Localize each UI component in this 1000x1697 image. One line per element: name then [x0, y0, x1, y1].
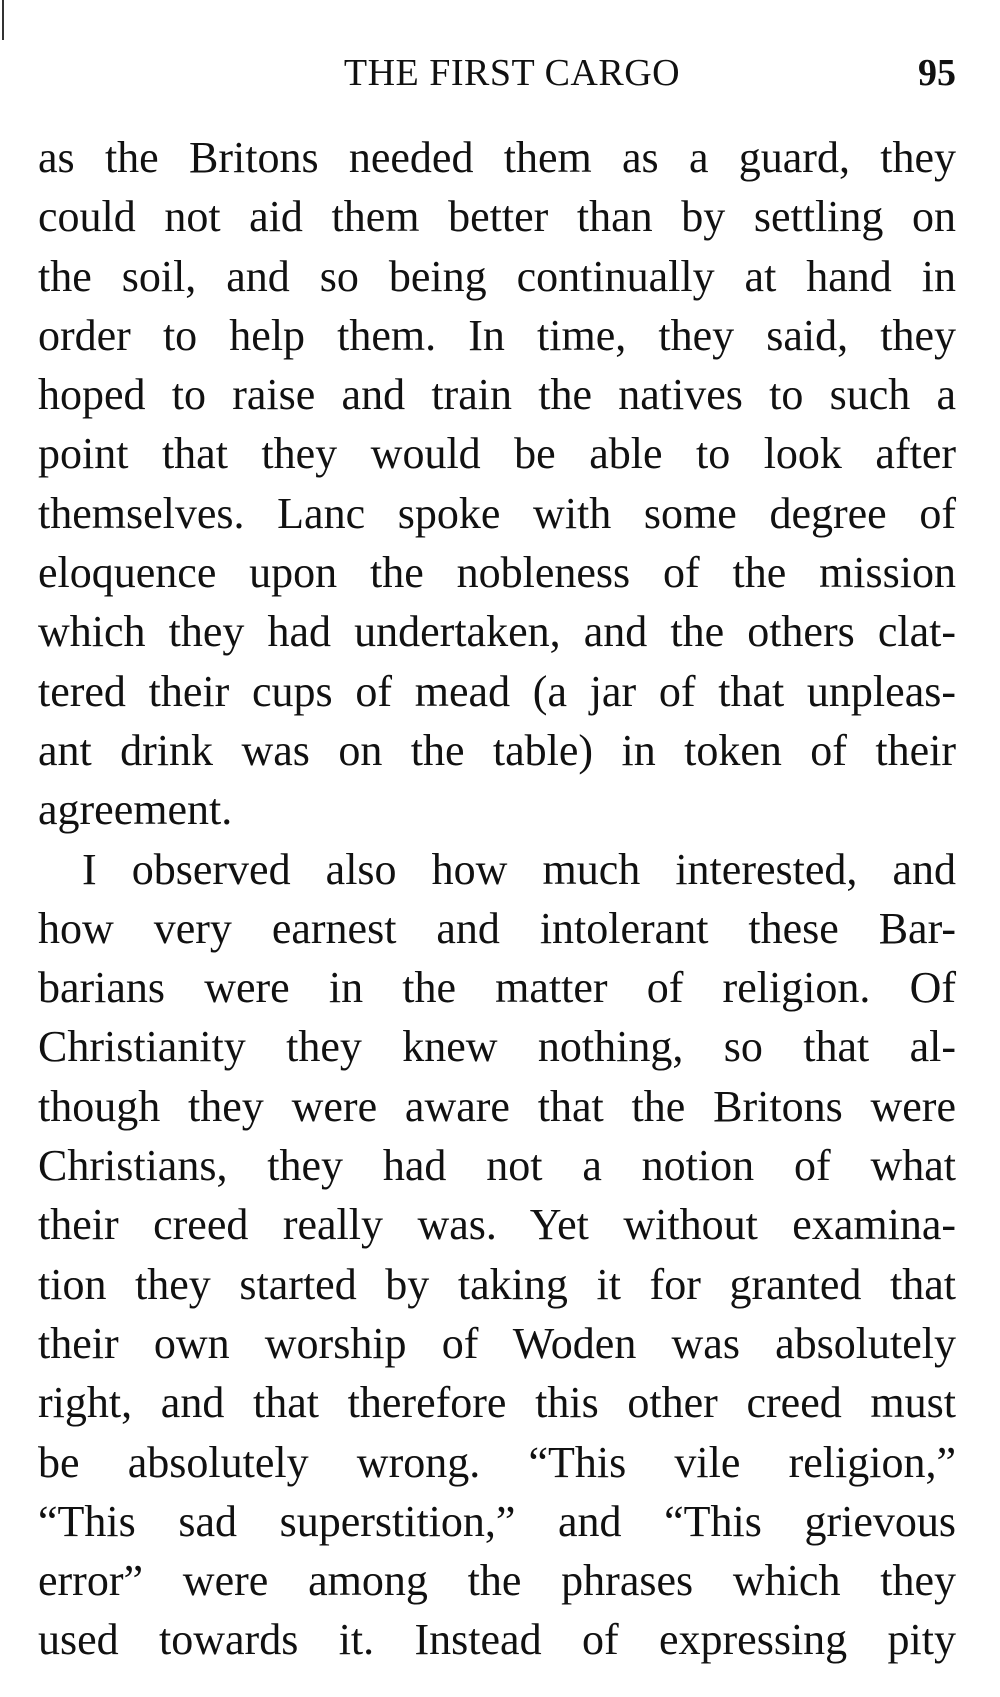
text-line: the soil, and so being continually at hand in — [38, 251, 956, 301]
scan-margin-mark — [2, 0, 4, 40]
text-line: right, and that therefore this other creed must — [38, 1378, 956, 1428]
text-line: as the Britons needed them as a guard, they — [38, 133, 956, 182]
text-line: error” were among the phrases which they — [38, 1556, 956, 1606]
text-line: used towards it. Instead of expressing pity — [38, 1615, 956, 1665]
text-line: could not aid them better than by settling on — [38, 192, 956, 242]
text-line: which they had undertaken, and the others clat- — [38, 607, 956, 657]
page-number: 95 — [918, 52, 956, 94]
running-title: THE FIRST CARGO — [343, 52, 681, 94]
text-line: “This sad superstition,” and “This grievous — [38, 1496, 956, 1546]
text-line: eloquence upon the nobleness of the mission — [38, 548, 956, 598]
text-line: I observed also how much interested, and — [82, 844, 956, 894]
text-line: be absolutely wrong. “This vile religion,” — [38, 1437, 956, 1487]
text-line: point that they would be able to look after — [38, 429, 956, 479]
text-line: themselves. Lanc spoke with some degree of — [38, 488, 956, 538]
text-line: Christians, they had not a notion of what — [38, 1141, 956, 1191]
text-line: tered their cups of mead (a jar of that unpleas- — [38, 666, 956, 716]
text-line: though they were aware that the Britons were — [38, 1081, 956, 1131]
text-line: tion they started by taking it for granted that — [38, 1259, 956, 1309]
text-line: hoped to raise and train the natives to such a — [38, 370, 956, 420]
text-line: ant drink was on the table) in token of their — [38, 725, 956, 775]
text-line: their own worship of Woden was absolutely — [38, 1318, 956, 1368]
text-line: barians were in the matter of religion. Of — [38, 963, 956, 1013]
text-line: how very earnest and intolerant these Bar- — [38, 903, 956, 953]
text-line: their creed really was. Yet without examina- — [38, 1200, 956, 1250]
text-line: agreement. — [38, 785, 233, 835]
text-line: Christianity they knew nothing, so that al- — [38, 1022, 956, 1072]
running-header — [38, 48, 956, 98]
text-line: order to help them. In time, they said, they — [38, 310, 956, 360]
body-text — [38, 128, 956, 1670]
